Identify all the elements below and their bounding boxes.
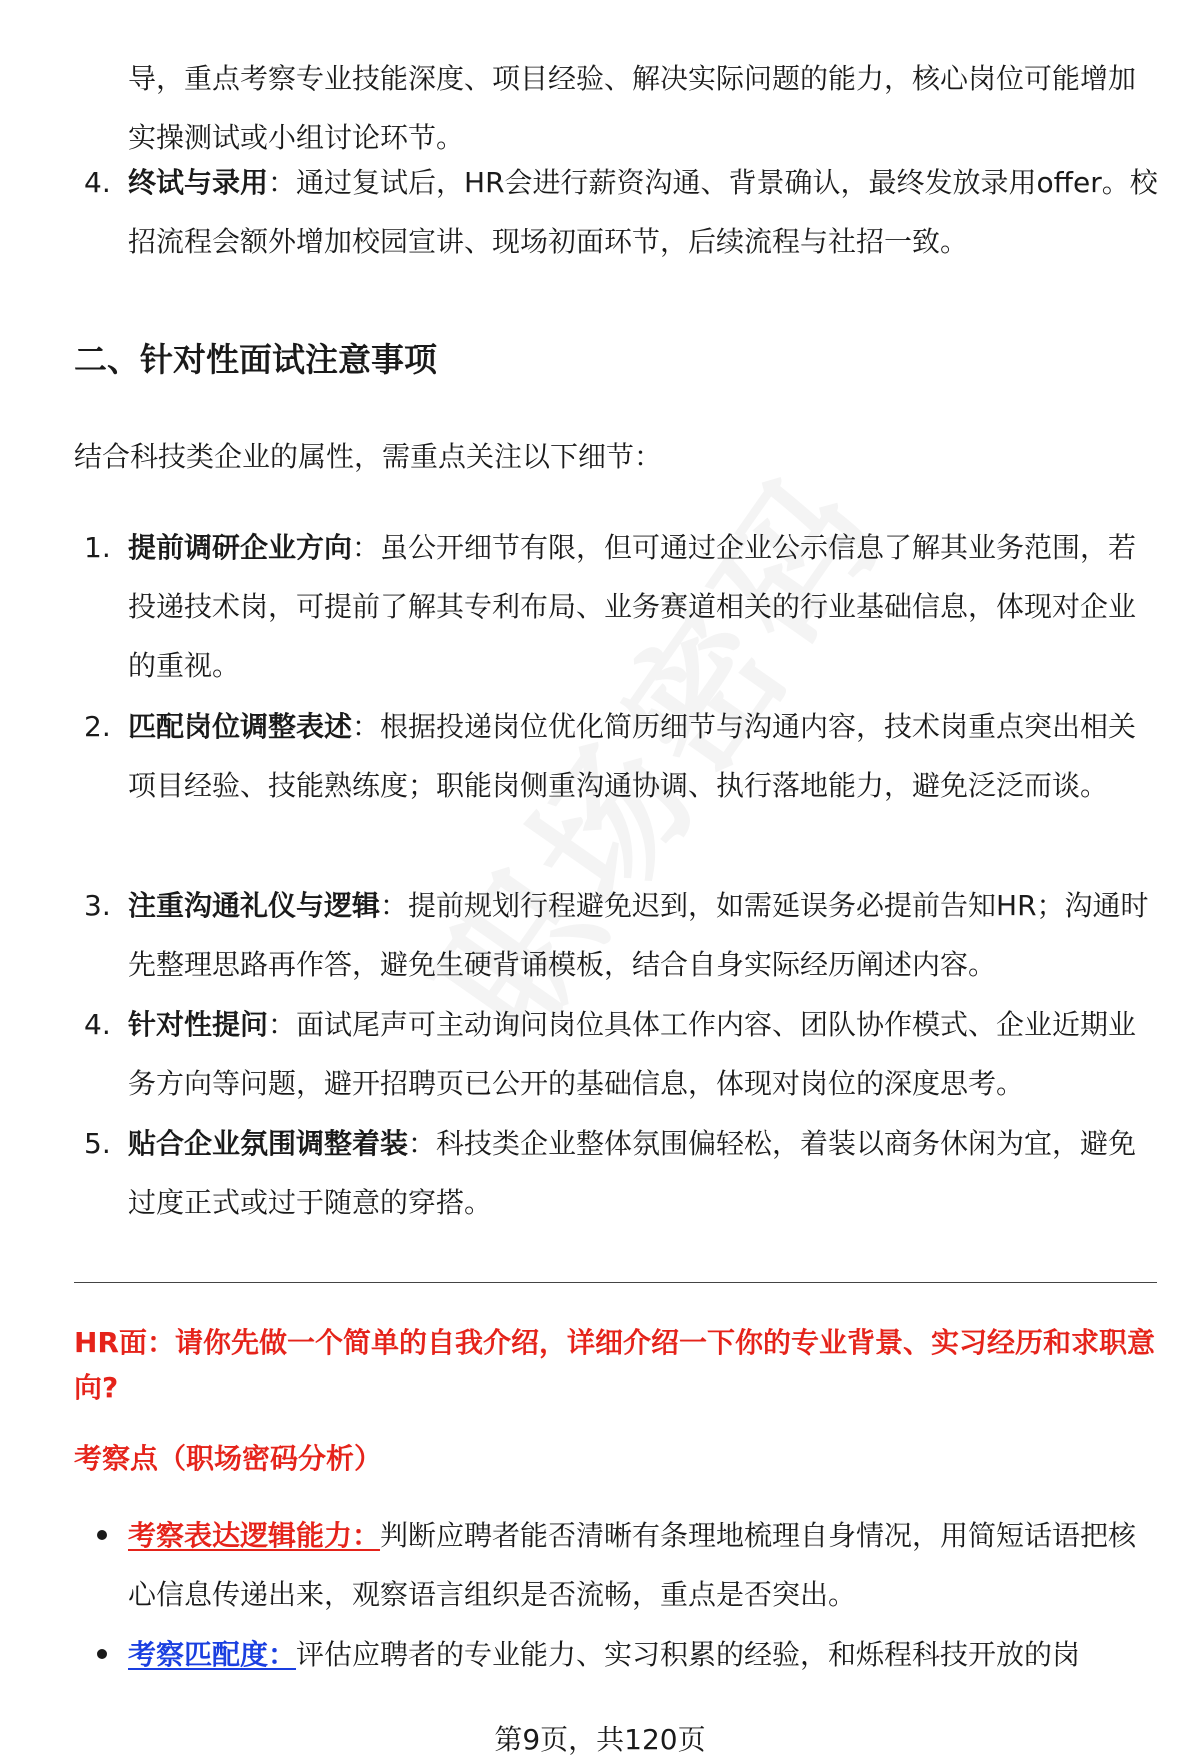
list-item xyxy=(128,876,1158,994)
exam-points-heading: 考察点（职场密码分析） xyxy=(74,1442,383,1475)
item-text: 评估应聘者的专业能力、实习积累的经验，和烁程科技开放的岗 xyxy=(296,1638,1081,1671)
item-separator: ： xyxy=(408,1127,437,1160)
list-number: 2. xyxy=(84,710,111,743)
list-item xyxy=(128,1114,1158,1232)
item-title: 注重沟通礼仪与逻辑 xyxy=(128,889,381,922)
item-text: 科技类企业整体氛围偏轻松，着装以商务休闲为宜，避免过度正式或过于随意的穿搭。 xyxy=(128,1127,1137,1219)
item-title: 贴合企业氛围调整着装 xyxy=(128,1127,409,1160)
item-title: 提前调研企业方向 xyxy=(128,531,353,564)
list-item xyxy=(128,153,1158,271)
exam-tag-link[interactable]: 考察表达逻辑能力： xyxy=(128,1519,381,1552)
list-number: 5. xyxy=(84,1127,111,1160)
item-text: 根据投递岗位优化简历细节与沟通内容，技术岗重点突出相关项目经验、技能熟练度；职能岗侧重沟通协调、执行落地能力，避免泛泛而谈。 xyxy=(128,710,1137,802)
item-separator: ： xyxy=(352,710,381,743)
bullet-icon xyxy=(97,1530,107,1540)
list-item xyxy=(128,1625,1158,1684)
section-divider xyxy=(74,1282,1157,1283)
section-intro: 结合科技类企业的属性，需重点关注以下细节： xyxy=(74,440,663,473)
hr-question: HR面：请你先做一个简单的自我介绍，详细介绍一下你的专业背景、实习经历和求职意向? xyxy=(74,1326,1155,1404)
item-title: 针对性提问 xyxy=(128,1008,269,1041)
item-separator: ： xyxy=(268,166,297,199)
item-text: 面试尾声可主动询问岗位具体工作内容、团队协作模式、企业近期业务方向等问题，避开招聘页已公开的基础信息，体现对岗位的深度思考。 xyxy=(128,1008,1137,1100)
list-number: 1. xyxy=(84,531,111,564)
continuation-paragraph: 导，重点考察专业技能深度、项目经验、解决实际问题的能力，核心岗位可能增加实操测试或小组讨论环节。 xyxy=(128,62,1137,154)
item-text: 提前规划行程避免迟到，如需延误务必提前告知HR；沟通时先整理思路再作答，避免生硬背诵模板，结合自身实际经历阐述内容。 xyxy=(128,889,1149,981)
list-item xyxy=(128,1506,1158,1624)
item-separator: ： xyxy=(352,531,381,564)
page-footer: 第9页，共120页 xyxy=(494,1723,706,1756)
bullet-icon xyxy=(97,1649,107,1659)
item-text: 判断应聘者能否清晰有条理地梳理自身情况，用简短话语把核心信息传递出来，观察语言组织是否流畅，重点是否突出。 xyxy=(128,1519,1137,1611)
item-text: 虽公开细节有限，但可通过企业公示信息了解其业务范围，若投递技术岗，可提前了解其专利布局、业务赛道相关的行业基础信息，体现对企业的重视。 xyxy=(128,531,1137,682)
section-heading: 二、针对性面试注意事项 xyxy=(74,340,437,379)
list-item xyxy=(128,995,1158,1113)
item-title: 终试与录用 xyxy=(128,166,269,199)
list-number: 4. xyxy=(84,1008,111,1041)
list-item xyxy=(128,697,1158,815)
list-item xyxy=(128,518,1158,695)
item-text: 通过复试后，HR会进行薪资沟通、背景确认，最终发放录用offer。校招流程会额外增加校园宣讲、现场初面环节，后续流程与社招一致。 xyxy=(128,166,1158,258)
item-separator: ： xyxy=(268,1008,297,1041)
exam-tag-link[interactable]: 考察匹配度： xyxy=(128,1638,297,1671)
list-number: 3. xyxy=(84,889,111,922)
item-separator: ： xyxy=(380,889,409,922)
item-title: 匹配岗位调整表述 xyxy=(128,710,353,743)
list-number: 4. xyxy=(84,166,111,199)
